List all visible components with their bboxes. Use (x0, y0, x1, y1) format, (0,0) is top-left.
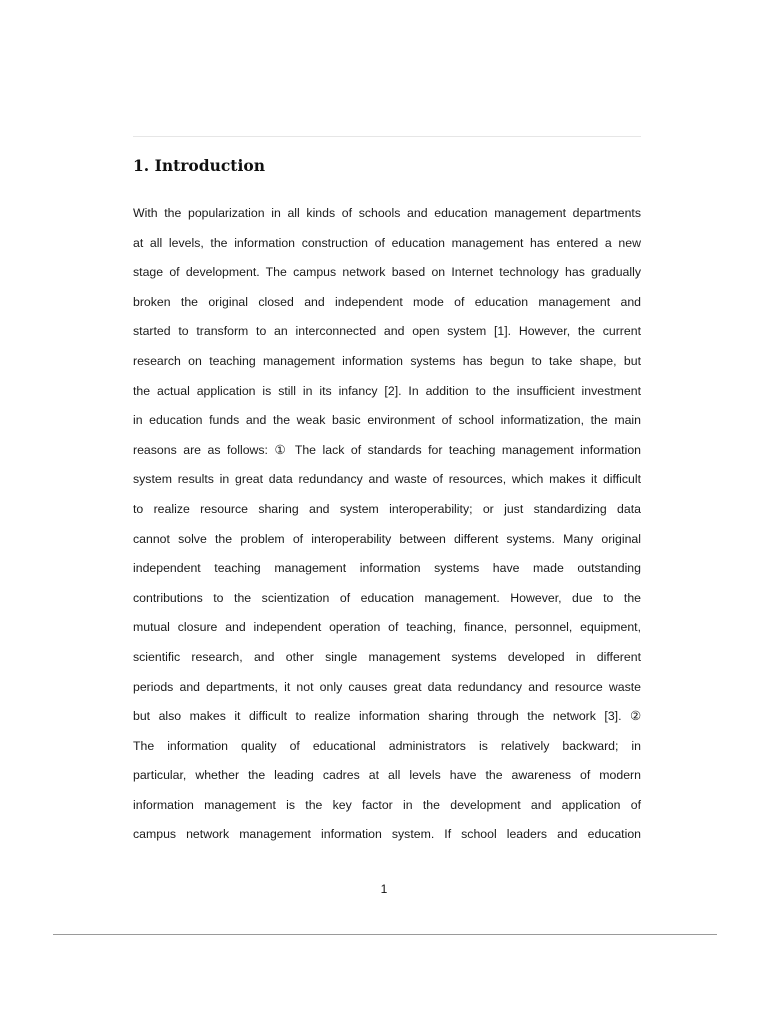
text-line: independent teaching management information systems have made outstanding (133, 561, 641, 576)
text-line: but also makes it difficult to realize information sharing through the network [3]. ② (133, 709, 641, 724)
text-line: research on teaching management information systems has begun to take shape, but (133, 353, 641, 368)
text-line: The information quality of educational administrators is relatively backward; in (133, 738, 641, 753)
text-line: With the popularization in all kinds of schools and education management departments (133, 206, 641, 220)
section-heading: 1. Introduction (133, 156, 265, 175)
text-line: system results in great data redundancy and waste of resources, which makes it difficult (133, 472, 641, 487)
text-line: particular, whether the leading cadres at all levels have the awareness of modern (133, 768, 641, 783)
body-paragraph (133, 199, 641, 850)
text-line: started to transform to an interconnected and open system [1]. However, the current (133, 324, 641, 339)
text-line: scientific research, and other single management systems developed in different (133, 649, 641, 664)
text-line: at all levels, the information construction of education management has entered a new (133, 235, 641, 250)
header-divider (133, 136, 641, 137)
text-line: periods and departments, it not only causes great data redundancy and resource waste (133, 679, 641, 694)
text-line: information management is the key factor in the development and application of (133, 797, 641, 812)
text-line: the actual application is still in its infancy [2]. In addition to the insufficient investment (133, 383, 641, 398)
text-line: reasons are as follows: ① The lack of standards for teaching management information (133, 442, 641, 457)
text-line: to realize resource sharing and system interoperability; or just standardizing data (133, 501, 641, 516)
text-line: stage of development. The campus network based on Internet technology has gradually (133, 265, 641, 280)
text-line: broken the original closed and independent mode of education management and (133, 294, 641, 309)
text-line: contributions to the scientization of education management. However, due to the (133, 590, 641, 605)
text-line: cannot solve the problem of interoperability between different systems. Many original (133, 531, 641, 546)
text-line: campus network management information system. If school leaders and education (133, 827, 641, 842)
page-bottom-divider (53, 934, 717, 935)
text-line: mutual closure and independent operation of teaching, finance, personnel, equipment, (133, 620, 641, 635)
text-line: in education funds and the weak basic environment of school informatization, the main (133, 413, 641, 428)
page-number: 1 (380, 882, 388, 896)
